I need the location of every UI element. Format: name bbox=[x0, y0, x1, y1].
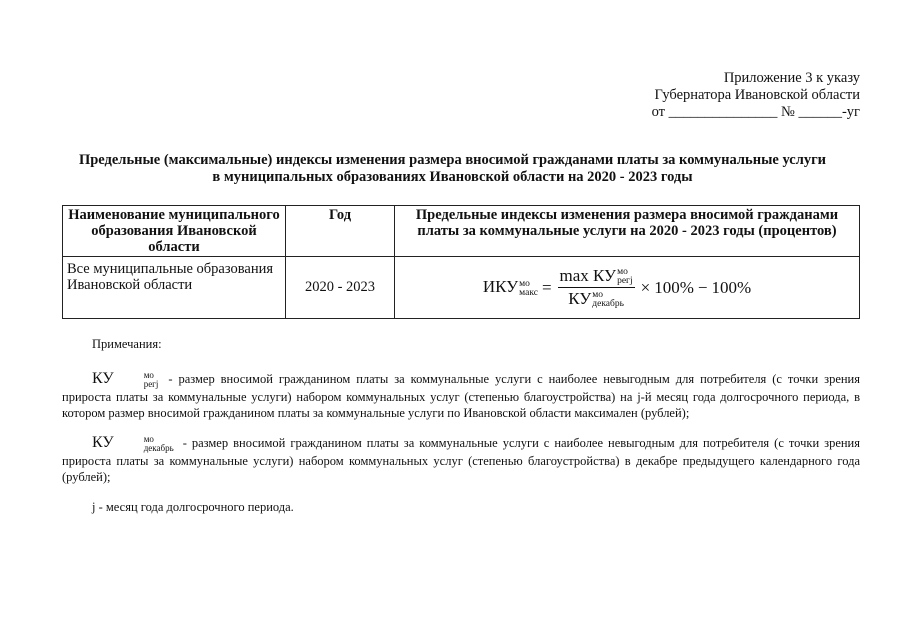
note-paragraph-2 bbox=[62, 435, 860, 485]
header-indices: Предельные индексы изменения размера вносимой гражданами платы за коммунальные услуги на 2020 - 2023 годы (процентов) bbox=[395, 206, 860, 257]
header-line-appendix: Приложение 3 к указу bbox=[723, 70, 860, 86]
note-1-sup: мо bbox=[143, 370, 154, 381]
cell-year: 2020 - 2023 bbox=[286, 257, 395, 319]
title-line-2: в муниципальных образованиях Ивановской области на 2020 - 2023 годы bbox=[212, 169, 693, 185]
table-row bbox=[63, 257, 860, 319]
header-line-governor: Губернатора Ивановской области bbox=[654, 87, 860, 103]
cell-formula bbox=[395, 257, 860, 319]
note-2-symbol: КУ bbox=[92, 434, 114, 452]
document-header bbox=[652, 70, 860, 121]
formula-times: × bbox=[640, 277, 651, 297]
formula-den-sub: декабрь bbox=[592, 299, 624, 310]
note-1-symbol: КУ bbox=[92, 370, 114, 387]
formula-fraction bbox=[558, 266, 635, 309]
header-year: Год bbox=[286, 206, 395, 257]
formula-num-sub: регj bbox=[617, 276, 633, 286]
note-paragraph-1 bbox=[62, 371, 860, 421]
cell-municipality: Все муниципальные образования Ивановской области bbox=[63, 257, 286, 319]
formula-numerator bbox=[558, 266, 635, 288]
note-1-sub: регj bbox=[143, 379, 159, 390]
formula-lhs bbox=[483, 277, 538, 297]
notes-section bbox=[62, 336, 860, 515]
formula-lhs-sub: макс bbox=[519, 287, 538, 298]
index-formula bbox=[379, 266, 855, 309]
formula-den-symbol: КУ bbox=[568, 289, 592, 308]
formula-denominator bbox=[566, 288, 626, 309]
document-title bbox=[40, 152, 865, 186]
formula-den-sup: мо bbox=[592, 290, 604, 301]
formula-hundred-1: 100% bbox=[654, 277, 694, 297]
note-2-sup: мо bbox=[143, 434, 154, 445]
note-2-text: - размер вносимой гражданином платы за коммунальные услуги с наиболее невыгодным для потребителя (с точки зрения прироста платы за коммунальные услуги) набором коммунальных услуг (степенью благоустройства) в декабре предыдущего календарного года (рублей); bbox=[62, 436, 861, 485]
indices-table bbox=[62, 205, 860, 319]
title-line-1: Предельные (максимальные) индексы изменения размера вносимой гражданами платы за коммунальные услуги bbox=[78, 152, 827, 168]
formula-num-sup: мо bbox=[617, 267, 628, 277]
notes-heading: Примечания: bbox=[92, 337, 162, 351]
note-1-text: - размер вносимой гражданином платы за коммунальные услуги с наиболее невыгодным для потребителя (с точки зрения прироста платы за коммунальные услуги) набором коммунальных услуг (степенью благоустройства) на j-й месяц года долгосрочного периода, в котором размер вносимой гражданином платы за коммунальные услуги по Ивановской области максимален (рублей); bbox=[62, 372, 860, 421]
header-municipality: Наименование муниципального образования Ивановской области bbox=[63, 206, 286, 257]
note-2-sub: декабрь bbox=[143, 443, 174, 454]
table-header-row bbox=[63, 206, 860, 257]
formula-minus: − bbox=[697, 277, 708, 297]
formula-hundred-2: 100% bbox=[711, 277, 752, 297]
formula-num-symbol: max КУ bbox=[559, 265, 617, 285]
note-paragraph-3: j - месяц года долгосрочного периода. bbox=[92, 500, 294, 515]
header-line-date-number: от _______________ № ______-уг bbox=[651, 104, 860, 120]
formula-lhs-sup: мо bbox=[519, 278, 530, 289]
formula-lhs-symbol: ИКУ bbox=[482, 277, 519, 297]
formula-equals: = bbox=[541, 277, 552, 297]
